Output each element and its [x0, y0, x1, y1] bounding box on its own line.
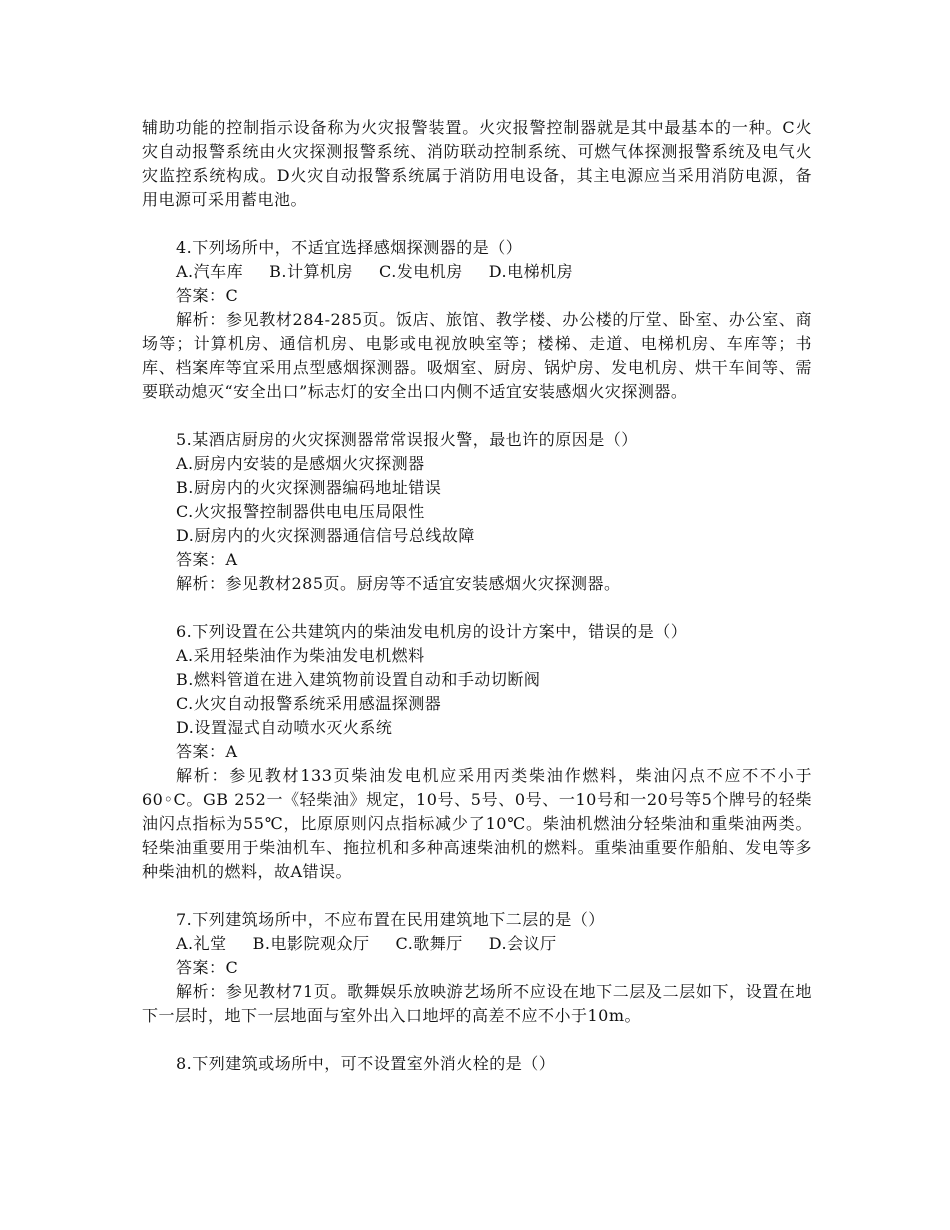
question-6-option-a: A.采用轻柴油作为柴油发电机燃料 — [176, 646, 425, 665]
question-7-answer: 答案：C — [176, 958, 239, 977]
question-5-option-d: D.厨房内的火灾探测器通信信号总线故障 — [176, 526, 475, 545]
question-7-options — [142, 932, 812, 956]
question-4-option-d: D.电梯机房 — [488, 262, 574, 281]
question-4-answer: 答案：C — [176, 286, 239, 305]
question-6-answer: 答案：A — [176, 742, 238, 761]
intro-paragraph: 辅助功能的控制指示设备称为火灾报警装置。火灾报警控制器就是其中最基本的一种。C火灾自动报警系统由火灾探测报警系统、消防联动控制系统、可燃气体探测报警系统及电气火灾监控系统构成。D火灾自动报警系统属于消防用电设备，其主电源应当采用消防电源，备用电源可采用蓄电池。 — [142, 118, 812, 209]
question-6-stem: 6.下列设置在公共建筑内的柴油发电机房的设计方案中，错误的是（） — [176, 622, 688, 641]
question-7-option-d: D.会议厅 — [488, 934, 557, 953]
question-5-analysis: 解析：参见教材285页。厨房等不适宜安装感烟火灾探测器。 — [176, 574, 621, 593]
question-8-stem: 8.下列建筑或场所中，可不设置室外消火栓的是（） — [176, 1054, 556, 1073]
question-7-stem: 7.下列建筑场所中，不应布置在民用建筑地下二层的是（） — [176, 910, 605, 929]
document-body — [142, 116, 812, 1076]
question-4-stem: 4.下列场所中，不适宜选择感烟探测器的是（） — [176, 238, 523, 257]
question-5-option-c: C.火灾报警控制器供电电压局限性 — [176, 502, 425, 521]
question-5-stem: 5.某酒店厨房的火灾探测器常常误报火警，最也许的原因是（） — [176, 430, 638, 449]
question-7-option-c: C.歌舞厅 — [395, 934, 463, 953]
question-6-option-c: C.火灾自动报警系统采用感温探测器 — [176, 694, 442, 713]
question-5-answer: 答案：A — [176, 550, 238, 569]
question-4-options — [142, 260, 812, 284]
question-4 — [142, 236, 812, 404]
question-4-option-b: B.计算机房 — [269, 262, 354, 281]
question-7-analysis: 解析：参见教材71页。歌舞娱乐放映游艺场所不应设在地下二层及二层如下，设置在地下一层时，地下一层地面与室外出入口地坪的高差不应不小于10m。 — [142, 982, 812, 1025]
question-7-option-b: B.电影院观众厅 — [252, 934, 370, 953]
question-4-option-a: A.汽车库 — [176, 262, 244, 281]
question-4-option-c: C.发电机房 — [379, 262, 463, 281]
question-5-option-b: B.厨房内的火灾探测器编码地址错误 — [176, 478, 442, 497]
question-5 — [142, 428, 812, 596]
question-4-analysis: 解析：参见教材284-285页。饭店、旅馆、教学楼、办公楼的厅堂、卧室、办公室、商场等；计算机房、通信机房、电影或电视放映室等；楼梯、走道、电梯机房、车库等；书库、档案库等宜采用点型感烟探测器。吸烟室、厨房、锅炉房、发电机房、烘干车间等、需要联动熄灭“安全出口”标志灯的安全出口内侧不适宜安装感烟火灾探测器。 — [142, 310, 812, 401]
question-6-analysis: 解析：参见教材133页柴油发电机应采用丙类柴油作燃料，柴油闪点不应不不小于60◦C。GB 252一《轻柴油》规定，10号、5号、0号、一10号和一20号等5个牌号的轻柴油闪点指标为55℃，比原原则闪点指标减少了10℃。柴油机燃油分轻柴油和重柴油两类。轻柴油重要用于柴油机车、拖拉机和多种高速柴油机的燃料。重柴油重要作船舶、发电等多种柴油机的燃料，故A错误。 — [142, 766, 812, 881]
question-6 — [142, 620, 812, 884]
question-7 — [142, 908, 812, 1028]
question-5-option-a: A.厨房内安装的是感烟火灾探测器 — [176, 454, 425, 473]
question-8 — [142, 1052, 812, 1076]
question-7-option-a: A.礼堂 — [176, 934, 227, 953]
question-6-option-b: B.燃料管道在进入建筑物前设置自动和手动切断阀 — [176, 670, 541, 689]
question-6-option-d: D.设置湿式自动喷水灭火系统 — [176, 718, 393, 737]
